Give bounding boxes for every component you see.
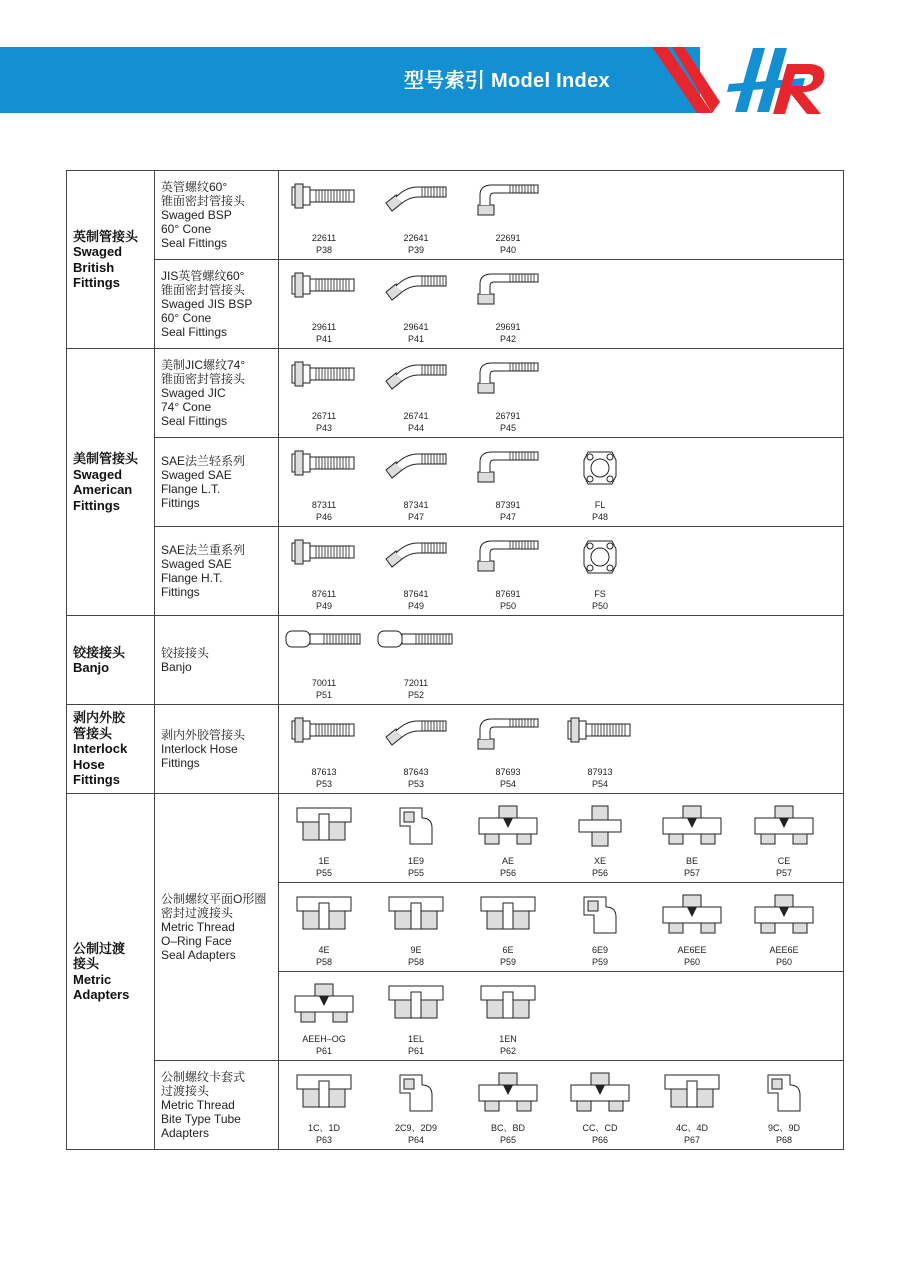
subcategory-label-line: Bite Type Tube (161, 1112, 241, 1126)
product-page: P55 (315, 868, 332, 878)
product-code: 87341 (403, 500, 429, 510)
subcategory-label-line: Fittings (161, 756, 200, 770)
product-page: P58 (315, 957, 332, 967)
tee-adapter-icon (647, 893, 737, 939)
product-code: 26711 (311, 411, 337, 421)
product-item[interactable] (279, 883, 369, 971)
category-label-line: Swaged (73, 466, 123, 482)
products-cell (279, 794, 844, 883)
category-label-line: Fittings (73, 772, 120, 788)
product-item[interactable] (279, 527, 369, 615)
index-row (67, 705, 844, 794)
category-label-line: Fittings (73, 497, 120, 513)
product-page: P66 (591, 1135, 608, 1145)
product-code: 72011 (403, 678, 429, 688)
straight-fitting-icon (279, 359, 369, 405)
product-code: AEEH–OG (302, 1034, 346, 1044)
product-item[interactable] (463, 794, 553, 882)
subcategory-cell (155, 260, 279, 349)
product-item[interactable] (647, 1061, 737, 1149)
subcategory-label-line: 英管螺纹60° (161, 180, 228, 194)
subcategory-label-line: Swaged SAE (161, 468, 232, 482)
category-label-line: Fittings (73, 275, 120, 290)
subcategory-label-line: 锥面密封管接头 (161, 194, 246, 208)
product-code: 9C、9D (767, 1123, 800, 1133)
product-item[interactable] (279, 260, 369, 348)
product-page: P46 (315, 512, 332, 522)
elbow-90-fitting-icon (463, 448, 553, 494)
subcategory-label-line: Fittings (161, 496, 200, 510)
subcategory-label-line: Metric Thread (161, 1098, 235, 1112)
product-page: P64 (407, 1135, 424, 1145)
product-item[interactable] (555, 794, 645, 882)
product-page: P65 (499, 1135, 516, 1145)
product-item[interactable] (555, 527, 645, 615)
product-item[interactable] (647, 794, 737, 882)
subcategory-label-line: 60° Cone (161, 311, 212, 325)
product-page: P48 (591, 512, 608, 522)
product-code: CC、CD (582, 1123, 618, 1133)
subcategory-label-line: SAE法兰重系列 (161, 543, 246, 557)
category-label-line: 英制管接头 (73, 228, 139, 244)
product-code: AEE6E (769, 945, 799, 955)
angled-45-fitting-icon (371, 448, 461, 494)
product-item[interactable] (463, 705, 553, 793)
product-item[interactable] (371, 794, 461, 882)
product-page: P63 (315, 1135, 332, 1145)
product-item[interactable] (371, 1061, 461, 1149)
product-page: P41 (407, 334, 424, 344)
products-cell (279, 260, 844, 349)
product-code: AE (501, 856, 514, 866)
product-item[interactable] (555, 883, 645, 971)
product-item[interactable] (279, 438, 369, 526)
products-cell (279, 616, 844, 705)
product-code: 9E (410, 945, 422, 955)
product-code: 1C、1D (307, 1123, 340, 1133)
product-code: BE (685, 856, 698, 866)
category-cell (67, 616, 155, 705)
straight-fitting-icon (279, 715, 369, 761)
subcategory-label-line: Seal Fittings (161, 325, 228, 339)
product-page: P47 (499, 512, 516, 522)
category-label-line: 铰接接头 (73, 644, 126, 660)
product-item[interactable] (279, 972, 369, 1060)
index-row (67, 1061, 844, 1150)
product-item[interactable] (371, 705, 461, 793)
angled-45-fitting-icon (371, 537, 461, 583)
subcategory-label-line: 74° Cone (161, 400, 212, 414)
product-page: P54 (499, 779, 516, 789)
product-page: P59 (591, 957, 608, 967)
product-code: BC、BD (490, 1123, 525, 1133)
product-code: 70011 (311, 678, 337, 688)
product-item[interactable] (463, 260, 553, 348)
product-item[interactable] (739, 1061, 829, 1149)
subcategory-cell (155, 1061, 279, 1150)
angled-45-fitting-icon (371, 715, 461, 761)
product-item[interactable] (647, 883, 737, 971)
category-label-line: Hose (73, 756, 105, 772)
elbow-90-fitting-icon (463, 359, 553, 405)
category-label-line: 公制过渡 (73, 940, 126, 956)
product-page: P49 (407, 601, 424, 611)
products-cell (279, 349, 844, 438)
products-cell (279, 972, 844, 1061)
product-item[interactable] (371, 438, 461, 526)
subcategory-label-line: Swaged BSP (161, 208, 232, 222)
index-row (67, 438, 844, 527)
subcategory-label-line: JIS英管螺纹60° (161, 269, 245, 283)
product-page: P45 (499, 423, 516, 433)
product-code: 26791 (495, 411, 521, 421)
product-page: P52 (407, 690, 424, 700)
straight-fitting-icon (279, 537, 369, 583)
flange-clamp-icon (555, 448, 645, 494)
elbow-90-fitting-icon (463, 270, 553, 316)
category-cell (67, 171, 155, 349)
product-item[interactable] (279, 171, 369, 259)
straight-adapter-icon (647, 1071, 737, 1117)
product-page: P61 (407, 1046, 424, 1056)
straight-fitting-icon (279, 181, 369, 227)
product-code: 2C9、2D9 (394, 1123, 438, 1133)
product-code: 87693 (495, 767, 521, 777)
product-code: 29691 (495, 322, 521, 332)
subcategory-label-line: Adapters (161, 1126, 210, 1140)
product-item[interactable] (463, 171, 553, 259)
product-code: 87391 (495, 500, 521, 510)
product-code: 29611 (311, 322, 337, 332)
product-page: P56 (591, 868, 608, 878)
product-item[interactable] (371, 616, 461, 704)
banjo-fitting-icon (279, 626, 369, 672)
products-cell (279, 705, 844, 794)
banjo-fitting-icon (371, 626, 461, 672)
category-label-line: 管接头 (73, 725, 113, 741)
product-page: P51 (315, 690, 332, 700)
product-item[interactable] (555, 1061, 645, 1149)
product-item[interactable] (371, 171, 461, 259)
product-item[interactable] (463, 883, 553, 971)
product-item[interactable] (555, 705, 645, 793)
product-code: 87643 (403, 767, 429, 777)
product-code: 4E (318, 945, 330, 955)
category-label-line: 美制管接头 (73, 451, 139, 466)
product-item[interactable] (279, 349, 369, 437)
product-code: AE6EE (677, 945, 707, 955)
product-item[interactable] (279, 705, 369, 793)
product-page: P57 (775, 868, 792, 878)
subcategory-label-line: 铰接接头 (161, 646, 210, 660)
product-code: 1EL (407, 1034, 424, 1044)
subcategory-label-line: 密封过渡接头 (161, 906, 234, 920)
product-item[interactable] (463, 438, 553, 526)
straight-fitting-icon (279, 448, 369, 494)
product-item[interactable] (371, 527, 461, 615)
angled-45-fitting-icon (371, 359, 461, 405)
product-page: P56 (499, 868, 516, 878)
product-page: P54 (591, 779, 608, 789)
subcategory-label-line: Banjo (161, 660, 192, 674)
product-code: 22641 (403, 233, 429, 243)
subcategory-label-line: 剥内外胶管接头 (161, 728, 246, 742)
category-label-line: 接头 (73, 956, 100, 971)
product-code: FS (594, 589, 606, 599)
angled-45-fitting-icon (371, 181, 461, 227)
product-code: 4C、4D (675, 1123, 708, 1133)
product-item[interactable] (371, 349, 461, 437)
subcategory-label-line: 公制螺纹平面O形圈 (161, 892, 267, 906)
products-cell (279, 171, 844, 260)
product-page: P53 (407, 779, 424, 789)
subcategory-label-line: Metric Thread (161, 920, 235, 934)
subcategory-cell (155, 616, 279, 705)
category-cell (67, 705, 155, 794)
straight-adapter-icon (463, 982, 553, 1028)
subcategory-label-line: Swaged JIC (161, 386, 226, 400)
category-label-line: Adapters (73, 987, 130, 1002)
tee-adapter-icon (555, 1071, 645, 1117)
product-page: P50 (591, 601, 608, 611)
subcategory-label-line: 过渡接头 (161, 1084, 210, 1098)
index-row (67, 794, 844, 883)
subcategory-label-line: Interlock Hose (161, 742, 238, 756)
product-item[interactable] (371, 972, 461, 1060)
product-item[interactable] (739, 794, 829, 882)
product-page: P58 (407, 957, 424, 967)
straight-fitting-icon (555, 715, 645, 761)
red-stripes-decoration (640, 40, 720, 120)
product-code: 87311 (311, 500, 337, 510)
tee-adapter-icon (739, 893, 829, 939)
product-page: P43 (315, 423, 332, 433)
product-code: XE (593, 856, 606, 866)
product-code: 1E9 (407, 856, 424, 866)
product-page: P49 (315, 601, 332, 611)
tee-adapter-icon (463, 804, 553, 850)
product-code: 26741 (403, 411, 429, 421)
index-row (67, 527, 844, 616)
subcategory-label-line: SAE法兰轻系列 (161, 454, 246, 468)
elbow-adapter-icon (371, 804, 461, 850)
index-row (67, 349, 844, 438)
page-title: 型号索引 Model Index (404, 70, 610, 92)
straight-adapter-icon (463, 893, 553, 939)
elbow-90-fitting-icon (463, 715, 553, 761)
subcategory-label-line: Fittings (161, 585, 200, 599)
subcategory-label-line: Swaged SAE (161, 557, 232, 571)
product-page: P67 (683, 1135, 700, 1145)
product-page: P42 (499, 334, 516, 344)
category-label-line: American (73, 482, 133, 497)
product-page: P55 (407, 868, 424, 878)
straight-fitting-icon (279, 270, 369, 316)
product-item[interactable] (739, 883, 829, 971)
product-item[interactable] (555, 438, 645, 526)
product-code: 87641 (403, 589, 429, 599)
tee-adapter-icon (463, 1071, 553, 1117)
subcategory-label-line: 60° Cone (161, 222, 212, 236)
product-page: P39 (407, 245, 424, 255)
subcategory-label-line: 锥面密封管接头 (161, 283, 246, 297)
subcategory-label-line: 美制JIC螺纹74° (161, 358, 246, 372)
product-page: P68 (775, 1135, 792, 1145)
product-item[interactable] (463, 349, 553, 437)
category-label-line: 剥内外胶 (73, 710, 126, 726)
straight-adapter-icon (371, 982, 461, 1028)
category-label-line: Swaged (73, 244, 123, 259)
index-row (67, 260, 844, 349)
category-label-line: Metric (73, 971, 112, 987)
products-cell (279, 1061, 844, 1150)
elbow-90-fitting-icon (463, 537, 553, 583)
products-cell (279, 527, 844, 616)
product-code: 87913 (587, 767, 613, 777)
subcategory-label-line: Flange H.T. (161, 571, 223, 585)
product-page: P53 (315, 779, 332, 789)
product-page: P38 (315, 245, 332, 255)
product-code: 22611 (311, 233, 337, 243)
cross-adapter-icon (555, 804, 645, 850)
product-code: 87611 (311, 589, 337, 599)
subcategory-cell (155, 171, 279, 260)
product-page: P44 (407, 423, 424, 433)
category-cell (67, 794, 155, 1150)
product-page: P60 (683, 957, 700, 967)
straight-adapter-icon (279, 893, 369, 939)
product-item[interactable] (279, 1061, 369, 1149)
category-label-line: British (73, 259, 115, 275)
straight-adapter-icon (279, 1071, 369, 1117)
subcategory-label-line: Seal Fittings (161, 236, 228, 250)
product-code: 6E (502, 945, 514, 955)
product-page: P50 (499, 601, 516, 611)
elbow-adapter-icon (739, 1071, 829, 1117)
straight-adapter-icon (371, 893, 461, 939)
index-row (67, 616, 844, 705)
subcategory-cell (155, 349, 279, 438)
product-code: FL (594, 500, 606, 510)
subcategory-label-line: Flange L.T. (161, 482, 221, 496)
category-cell (67, 349, 155, 616)
subcategory-label-line: Seal Adapters (161, 948, 236, 962)
product-item[interactable] (371, 260, 461, 348)
elbow-adapter-icon (371, 1071, 461, 1117)
straight-adapter-icon (279, 804, 369, 850)
product-code: 29641 (403, 322, 429, 332)
tee-adapter-icon (739, 804, 829, 850)
company-logo-icon (725, 40, 835, 120)
model-index-table (66, 170, 844, 1150)
product-item[interactable] (463, 1061, 553, 1149)
product-page: P61 (315, 1046, 332, 1056)
product-code: CE (777, 856, 791, 866)
subcategory-cell (155, 794, 279, 1061)
subcategory-label-line: Swaged JIS BSP (161, 297, 253, 311)
subcategory-label-line: O–Ring Face (161, 934, 232, 948)
subcategory-label-line: 锥面密封管接头 (161, 372, 246, 386)
tee-adapter-icon (279, 982, 369, 1028)
products-cell (279, 438, 844, 527)
product-code: 1E (318, 856, 330, 866)
subcategory-cell (155, 527, 279, 616)
product-page: P41 (315, 334, 332, 344)
product-item[interactable] (279, 794, 369, 882)
product-item[interactable] (371, 883, 461, 971)
subcategory-cell (155, 705, 279, 794)
index-row (67, 171, 844, 260)
product-item[interactable] (463, 972, 553, 1060)
product-code: 1EN (499, 1034, 517, 1044)
angled-45-fitting-icon (371, 270, 461, 316)
product-page: P47 (407, 512, 424, 522)
products-cell (279, 883, 844, 972)
product-page: P40 (499, 245, 516, 255)
product-code: 6E9 (591, 945, 608, 955)
product-code: 22691 (495, 233, 521, 243)
category-label-line: Banjo (73, 660, 110, 675)
product-code: 87613 (311, 767, 337, 777)
flange-clamp-icon (555, 537, 645, 583)
subcategory-label-line: 公制螺纹卡套式 (161, 1070, 246, 1084)
subcategory-cell (155, 438, 279, 527)
elbow-adapter-icon (555, 893, 645, 939)
elbow-90-fitting-icon (463, 181, 553, 227)
product-page: P59 (499, 957, 516, 967)
subcategory-label-line: Seal Fittings (161, 414, 228, 428)
product-page: P60 (775, 957, 792, 967)
product-page: P57 (683, 868, 700, 878)
product-item[interactable] (279, 616, 369, 704)
category-label-line: Interlock (73, 741, 128, 757)
product-item[interactable] (463, 527, 553, 615)
product-page: P62 (499, 1046, 516, 1056)
product-code: 87691 (495, 589, 521, 599)
tee-adapter-icon (647, 804, 737, 850)
